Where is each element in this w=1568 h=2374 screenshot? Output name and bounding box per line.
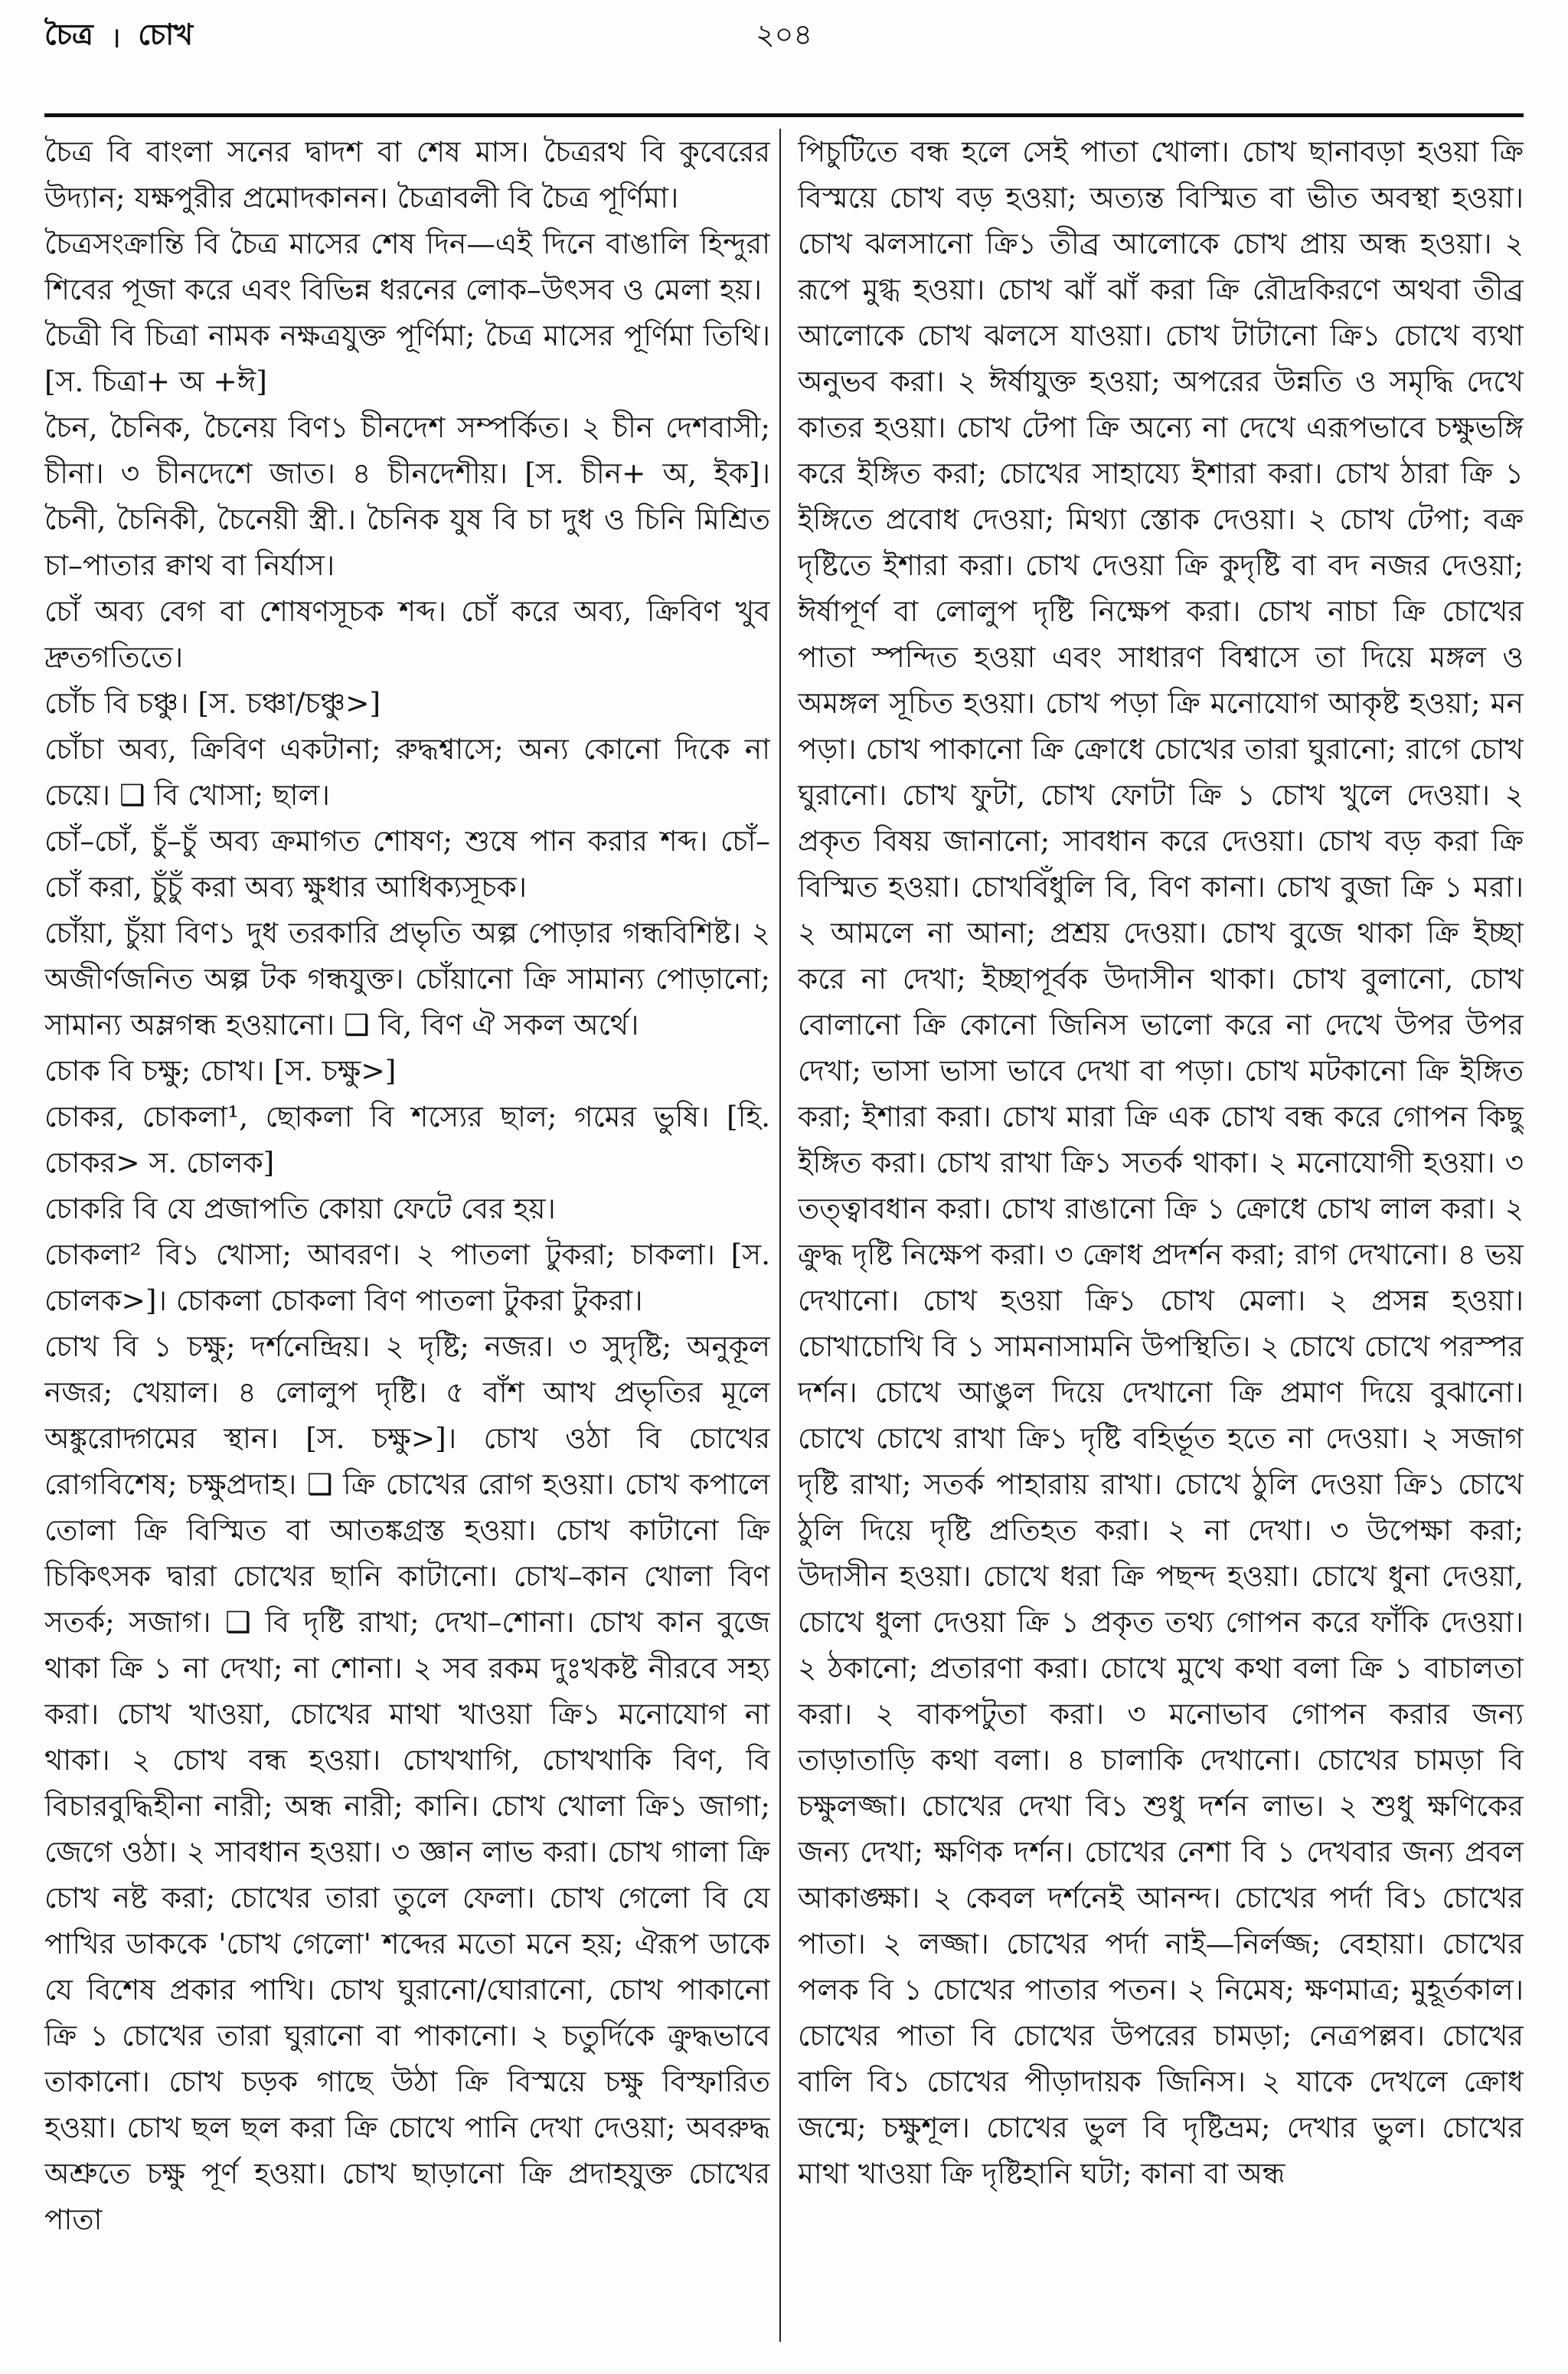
entry: চোঁয়া, চুঁয়া বিণ১ দুধ তরকারি প্রভৃতি অল্প পোড়ার গন্ধবিশিষ্ট। ২ অজীর্ণজনিত অল্প টক গন্ধযুক্ত। চোঁয়ানো ক্রি সামান্য পোড়ানো; সামান্য অম্লগন্ধ হওয়ানো। ❑ বি, বিণ ঐ সকল অর্থে। <box>44 916 770 1041</box>
entry: চৈন, চৈনিক, চৈনেয় বিণ১ চীনদেশ সম্পর্কিত। ২ চীন দেশবাসী; চীনা। ৩ চীনদেশে জাত। ৪ চীনদেশীয়। [স. চীন+ অ, ইক]। চৈনী, চৈনিকী, চৈনেয়ী স্ত্রী.। চৈনিক যুষ বি চা দুধ ও চিনি মিশ্রিত চা–পাতার ক্বাথ বা নির্যাস। <box>44 410 770 582</box>
page-number: ২০৪ <box>755 18 813 51</box>
entry: চৈত্র বি বাংলা সনের দ্বাদশ বা শেষ মাস। চৈত্ররথ বি কুবেরের উদ্যান; যক্ষপুরীর প্রমোদকানন। চৈত্রাবলী বি চৈত্র পূর্ণিমা। <box>44 135 770 214</box>
guide-words <box>44 12 193 61</box>
guide-word-last: চোখ <box>138 17 194 51</box>
right-column <box>798 129 1524 2346</box>
entry: চোকলা² বি১ খোসা; আবরণ। ২ পাতলা টুকরা; চাকলা। [স. চোলক>]। চোকলা চোকলা বিণ পাতলা টুকরা টুকরা। <box>44 1238 770 1317</box>
entry: চোক বি চক্ষু; চোখ। [স. চক্ষু>] <box>44 1054 397 1087</box>
entry: চোকর, চোকলা¹, ছোকলা বি শস্যের ছাল; গমের ভুষি। [হি. চোকর> স. চোলক] <box>44 1100 770 1179</box>
entry: চৈত্রসংক্রান্তি বি চৈত্র মাসের শেষ দিন—এই দিনে বাঙালি হিন্দুরা শিবের পূজা করে এবং বিভিন্ন ধরনের লোক–উৎসব ও মেলা হয়। <box>44 227 770 306</box>
entry: চোখ বি ১ চক্ষু; দর্শনেন্দ্রিয়। ২ দৃষ্টি; নজর। ৩ সুদৃষ্টি; অনুকূল নজর; খেয়াল। ৪ লোলুপ দৃষ্টি। ৫ বাঁশ আখ প্রভৃতির মূলে অঙ্কুরোদ্গমের স্থান। [স. চক্ষু>]। চোখ ওঠা বি চোখের রোগবিশেষ; চক্ষুপ্রদাহ। ❑ ক্রি চোখের রোগ হওয়া। চোখ কপালে তোলা ক্রি বিস্মিত বা আতঙ্কগ্রস্ত হওয়া। চোখ কাটানো ক্রি চিকিৎসক দ্বারা চোখের ছানি কাটানো। চোখ–কান খোলা বিণ সতর্ক; সজাগ। ❑ বি দৃষ্টি রাখা; দেখা–শোনা। চোখ কান বুজে থাকা ক্রি ১ না দেখা; না শোনা। ২ সব রকম দুঃখকষ্ট নীরবে সহ্য করা। চোখ খাওয়া, চোখের মাথা খাওয়া ক্রি১ মনোযোগ না থাকা। ২ চোখ বন্ধ হওয়া। চোখখাগি, চোখখাকি বিণ, বি বিচারবুদ্ধিহীনা নারী; অন্ধ নারী; কানি। চোখ খোলা ক্রি১ জাগা; জেগে ওঠা। ২ সাবধান হওয়া। ৩ জ্ঞান লাভ করা। চোখ গালা ক্রি চোখ নষ্ট করা; চোখের তারা তুলে ফেলা। চোখ গেলো বি যে পাখির ডাককে 'চোখ গেলো' শব্দের মতো মনে হয়; ঐরূপ ডাকে যে বিশেষ প্রকার পাখি। চোখ ঘুরানো/ঘোরানো, চোখ পাকানো ক্রি ১ চোখের তারা ঘুরানো বা পাকানো। ২ চতুর্দিকে ক্রুদ্ধভাবে তাকানো। চোখ চড়ক গাছে উঠা ক্রি বিস্ময়ে চক্ষু বিস্ফারিত হওয়া। চোখ ছল ছল করা ক্রি চোখে পানি দেখা দেওয়া; অবরুদ্ধ অশ্রুতে চক্ষু পূর্ণ হওয়া। চোখ ছাড়ানো ক্রি প্রদাহযুক্ত চোখের পাতা <box>44 1329 770 2236</box>
entry: চোঁচা অব্য, ক্রিবিণ একটানা; রুদ্ধশ্বাসে; অন্য কোনো দিকে না চেয়ে। ❑ বি খোসা; ছাল। <box>44 732 770 812</box>
page-header <box>44 14 1524 60</box>
entry: চৈত্রী বি চিত্রা নামক নক্ষত্রযুক্ত পূর্ণিমা; চৈত্র মাসের পূর্ণিমা তিথি। [স. চিত্রা+ অ +ঈ] <box>44 319 770 398</box>
guide-word-first: চৈত্র <box>44 17 93 51</box>
left-column <box>44 129 770 2346</box>
entry: পিচুটিতে বন্ধ হলে সেই পাতা খোলা। চোখ ছানাবড়া হওয়া ক্রি বিস্ময়ে চোখ বড় হওয়া; অত্যন্ত বিস্মিত বা ভীত অবস্থা হওয়া। চোখ ঝলসানো ক্রি১ তীব্র আলোকে চোখ প্রায় অন্ধ হওয়া। ২ রূপে মুগ্ধ হওয়া। চোখ ঝাঁ ঝাঁ করা ক্রি রৌদ্রকিরণে অথবা তীব্র আলোকে চোখ ঝলসে যাওয়া। চোখ টাটানো ক্রি১ চোখে ব্যথা অনুভব করা। ২ ঈর্ষাযুক্ত হওয়া; অপরের উন্নতি ও সমৃদ্ধি দেখে কাতর হওয়া। চোখ টেপা ক্রি অন্যে না দেখে এরূপভাবে চক্ষুভঙ্গি করে ইঙ্গিত করা; চোখের সাহায্যে ইশারা করা। চোখ ঠারা ক্রি ১ ইঙ্গিতে প্রবোধ দেওয়া; মিথ্যা স্তোক দেওয়া। ২ চোখ টেপা; বক্র দৃষ্টিতে ইশারা করা। চোখ দেওয়া ক্রি কুদৃষ্টি বা বদ নজর দেওয়া; ঈর্ষাপূর্ণ বা লোলুপ দৃষ্টি নিক্ষেপ করা। চোখ নাচা ক্রি চোখের পাতা স্পন্দিত হওয়া এবং সাধারণ বিশ্বাসে তা দিয়ে মঙ্গল ও অমঙ্গল সূচিত হওয়া। চোখ পড়া ক্রি মনোযোগ আকৃষ্ট হওয়া; মন পড়া। চোখ পাকানো ক্রি ক্রোধে চোখের তারা ঘুরানো; রাগে চোখ ঘুরানো। চোখ ফুটা, চোখ ফোটা ক্রি ১ চোখ খুলে দেওয়া। ২ প্রকৃত বিষয় জানানো; সাবধান করে দেওয়া। চোখ বড় করা ক্রি বিস্মিত হওয়া। চোখবিঁধুলি বি, বিণ কানা। চোখ বুজা ক্রি ১ মরা। ২ আমলে না আনা; প্রশ্রয় দেওয়া। চোখ বুজে থাকা ক্রি ইচ্ছা করে না দেখা; ইচ্ছাপূর্বক উদাসীন থাকা। চোখ বুলানো, চোখ বোলানো ক্রি কোনো জিনিস ভালো করে না দেখে উপর উপর দেখা; ভাসা ভাসা ভাবে দেখা বা পড়া। চোখ মটকানো ক্রি ইঙ্গিত করা; ইশারা করা। চোখ মারা ক্রি এক চোখ বন্ধ করে গোপন কিছু ইঙ্গিত করা। চোখ রাখা ক্রি১ সতর্ক থাকা। ২ মনোযোগী হওয়া। ৩ তত্ত্বাবধান করা। চোখ রাঙানো ক্রি ১ ক্রোধে চোখ লাল করা। ২ ক্রুদ্ধ দৃষ্টি নিক্ষেপ করা। ৩ ক্রোধ প্রদর্শন করা; রাগ দেখানো। ৪ ভয় দেখানো। চোখ হওয়া ক্রি১ চোখ মেলা। ২ প্রসন্ন হওয়া। চোখাচোখি বি ১ সামনাসামনি উপস্থিতি। ২ চোখে চোখে পরস্পর দর্শন। চোখে আঙুল দিয়ে দেখানো ক্রি প্রমাণ দিয়ে বুঝানো। চোখে চোখে রাখা ক্রি১ দৃষ্টি বহির্ভূত হতে না দেওয়া। ২ সজাগ দৃষ্টি রাখা; সতর্ক পাহারায় রাখা। চোখে ঠুলি দেওয়া ক্রি১ চোখে ঠুলি দিয়ে দৃষ্টি প্রতিহত করা। ২ না দেখা। ৩ উপেক্ষা করা; উদাসীন হওয়া। চোখে ধরা ক্রি পছন্দ হওয়া। চোখে ধুনা দেওয়া, চোখে ধুলা দেওয়া ক্রি ১ প্রকৃত তথ্য গোপন করে ফাঁকি দেওয়া। ২ ঠকানো; প্রতারণা করা। চোখে মুখে কথা বলা ক্রি ১ বাচালতা করা। ২ বাকপটুতা করা। ৩ মনোভাব গোপন করার জন্য তাড়াতাড়ি কথা বলা। ৪ চালাকি দেখানো। চোখের চামড়া বি চক্ষুলজ্জা। চোখের দেখা বি১ শুধু দর্শন লাভ। ২ শুধু ক্ষণিকের জন্য দেখা; ক্ষণিক দর্শন। চোখের নেশা বি ১ দেখবার জন্য প্রবল আকাঙ্ক্ষা। ২ কেবল দর্শনেই আনন্দ। চোখের পর্দা বি১ চোখের পাতা। ২ লজ্জা। চোখের পর্দা নাই—নির্লজ্জ; বেহায়া। চোখের পলক বি ১ চোখের পাতার পতন। ২ নিমেষ; ক্ষণমাত্র; মুহূর্তকাল। চোখের পাতা বি চোখের উপরের চামড়া; নেত্রপল্লব। চোখের বালি বি১ চোখের পীড়াদায়ক জিনিস। ২ যাকে দেখলে ক্রোধ জন্মে; চক্ষুশূল। চোখের ভুল বি দৃষ্টিভ্রম; দেখার ভুল। চোখের মাথা খাওয়া ক্রি দৃষ্টিহানি ঘটা; কানা বা অন্ধ <box>798 135 1524 2190</box>
guide-separator: । <box>109 21 122 54</box>
entry: চোঁ–চোঁ, চুঁ–চুঁ অব্য ক্রমাগত শোষণ; শুষে পান করার শব্দ। চোঁ–চোঁ করা, চুঁচুঁ করা অব্য ক্ষুধার আধিক্যসূচক। <box>44 824 770 904</box>
header-rule <box>44 113 1524 117</box>
column-divider <box>779 129 781 2342</box>
entry: চোঁ অব্য বেগ বা শোষণসূচক শব্দ। চোঁ করে অব্য, ক্রিবিণ খুব দ্রুতগতিতে। <box>44 594 770 674</box>
entry: চোঁচ বি চঞ্চু। [স. চঞ্চা/চঞ্চু>] <box>44 686 381 720</box>
entry: চোকরি বি যে প্রজাপতি কোয়া ফেটে বের হয়। <box>44 1192 556 1225</box>
